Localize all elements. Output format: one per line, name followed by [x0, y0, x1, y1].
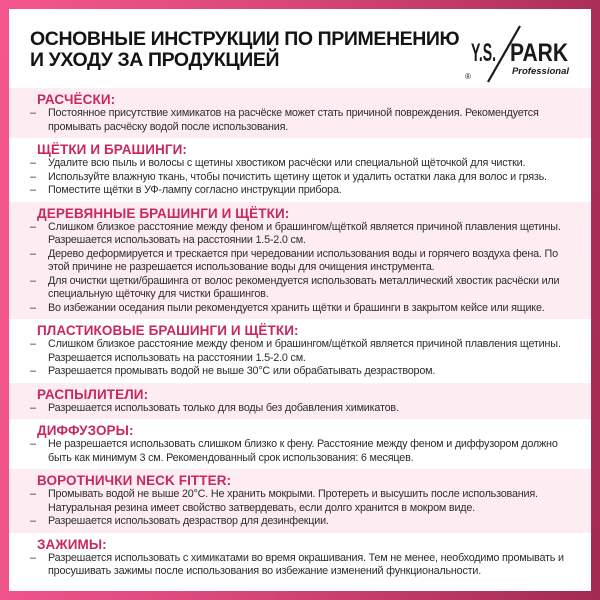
- section-items: [30, 221, 575, 316]
- page-title: [30, 29, 459, 71]
- instruction-text: Постоянное присутствие химикатов на расчёске может стать причиной повреждения. Рекомендуется промывать расчёску водой после использования.: [48, 107, 539, 133]
- instruction-item: [30, 248, 575, 275]
- care-section: [9, 138, 591, 202]
- section-items: [30, 402, 575, 416]
- instruction-item: [30, 184, 575, 198]
- instruction-text: Разрешается использовать только для воды без добавления химикатов.: [48, 401, 399, 414]
- section-heading: ЗАЖИМЫ:: [37, 536, 107, 552]
- instruction-item: [30, 275, 575, 302]
- instruction-item: [30, 515, 575, 529]
- logo-tagline: Professional: [511, 66, 569, 77]
- section-heading: РАСПЫЛИТЕЛИ:: [37, 386, 149, 402]
- header: [9, 9, 591, 88]
- care-section: [9, 419, 591, 469]
- instruction-item: [30, 171, 575, 185]
- bullet-dash: –: [30, 301, 36, 314]
- instruction-card: [9, 9, 591, 591]
- instruction-item: [30, 107, 575, 134]
- section-heading: РАСЧЁСКИ:: [37, 92, 116, 107]
- instruction-text: Слишком близкое расстояние между феном и брашингом/щёткой является причиной плавления щетины. Разрешается использовать на расстоянии 1.5-2.0 см.: [48, 338, 561, 364]
- bullet-dash: –: [30, 488, 36, 500]
- bullet-dash: –: [30, 365, 36, 377]
- instruction-text: Не разрешается использовать слишком близко к фену. Расстояние между феном и диффузором должно быть как минимум 3 см. Рекомендованный срок использования: 6 месяцев.: [48, 438, 558, 464]
- instruction-text: Дерево деформируется и трескается при чередовании использования воды и горячего воздуха фена. По этой причине не разрешается использование воды для очищения инструмента.: [48, 247, 558, 273]
- care-section: [9, 88, 591, 138]
- ys-park-logo: [463, 25, 575, 83]
- section-heading: ПЛАСТИКОВЫЕ БРАШИНГИ И ЩЁТКИ:: [37, 323, 299, 338]
- section-items: [30, 488, 575, 529]
- bullet-dash: –: [30, 438, 36, 450]
- instruction-text: Слишком близкое расстояние между феном и брашингом/щёткой является причиной плавления щетины. Разрешается использовать на расстоянии 1.5-2.0 см.: [48, 220, 561, 246]
- section-heading: ДЕРЕВЯННЫЕ БРАШИНГИ И ЩЁТКИ:: [37, 205, 290, 221]
- bullet-dash: –: [30, 338, 36, 350]
- instruction-text: Разрешается промывать водой не выше 30°C или обрабатывать дезраствором.: [48, 365, 436, 377]
- instruction-text: Используйте влажную ткань, чтобы почистить щетину щеток и удалить остатки лака для волос и грязь.: [48, 170, 547, 183]
- instruction-item: [30, 365, 575, 379]
- instruction-text: Промывать водой не выше 20°C. Не хранить мокрыми. Протереть и высушить после использования. Натуральная резина имеет свойство затвердевать, если долго хранится в мокром виде.: [48, 488, 538, 514]
- section-items: [30, 157, 575, 198]
- instruction-text: Разрешается использовать дезраствор для дезинфекции.: [48, 515, 329, 527]
- registered-trademark-icon: ®: [465, 72, 471, 81]
- bullet-dash: –: [30, 184, 36, 196]
- page-title-line2: И УХОДУ ЗА ПРОДУКЦИЕЙ: [30, 49, 280, 71]
- bullet-dash: –: [30, 170, 36, 183]
- page-title-line1: ОСНОВНЫЕ ИНСТРУКЦИИ ПО ПРИМЕНЕНИЮ: [30, 28, 460, 50]
- care-section: [9, 469, 591, 533]
- instruction-item: [30, 402, 575, 416]
- instruction-text: Разрешается использовать с химикатами во время окрашивания. Тем не менее, необходимо промывать и просушивать зажимы после использования во избежание изменений функциональности.: [48, 551, 564, 577]
- bullet-dash: –: [30, 274, 36, 287]
- instruction-item: [30, 552, 575, 579]
- section-heading: ДИФФУЗОРЫ:: [37, 423, 134, 438]
- instruction-text: Во избежании оседания пыли рекомендуется хранить щётки и брашинги в закрытом кейсе или ящике.: [48, 301, 545, 314]
- section-items: [30, 338, 575, 379]
- section-items: [30, 552, 575, 579]
- instruction-item: [30, 157, 575, 171]
- section-items: [30, 438, 575, 465]
- care-section: [9, 533, 591, 592]
- sections-list: [9, 88, 591, 591]
- bullet-dash: –: [30, 220, 36, 233]
- bullet-dash: –: [30, 107, 36, 119]
- bullet-dash: –: [30, 515, 36, 527]
- section-items: [30, 107, 575, 134]
- care-section: [9, 319, 591, 383]
- instruction-item: [30, 221, 575, 248]
- instruction-item: [30, 438, 575, 465]
- instruction-text: Удалите всю пыль и волосы с щетины хвостиком расчёски или специальной щёточкой для чистки.: [48, 157, 526, 169]
- care-section: [9, 202, 591, 320]
- section-heading: ЩЁТКИ И БРАШИНГИ:: [37, 142, 188, 157]
- logo-park-text: PARK: [510, 39, 568, 67]
- bullet-dash: –: [30, 247, 36, 260]
- care-section: [9, 383, 591, 420]
- instruction-text: Поместите щётки в УФ-лампу согласно инструкции прибора.: [48, 184, 342, 196]
- instruction-text: Для очистки щетки/брашинга от волос рекомендуется использовать металлический хвостик расчёски или специальную щёточку для чистки брашингов.: [48, 274, 560, 300]
- instruction-item: [30, 488, 575, 515]
- logo-ys-text: Y.S.: [471, 39, 496, 67]
- instruction-item: [30, 302, 575, 316]
- bullet-dash: –: [30, 401, 36, 414]
- bullet-dash: –: [30, 157, 36, 169]
- section-heading: ВОРОТНИЧКИ NECK FITTER:: [37, 473, 232, 488]
- instruction-item: [30, 338, 575, 365]
- bullet-dash: –: [30, 551, 36, 564]
